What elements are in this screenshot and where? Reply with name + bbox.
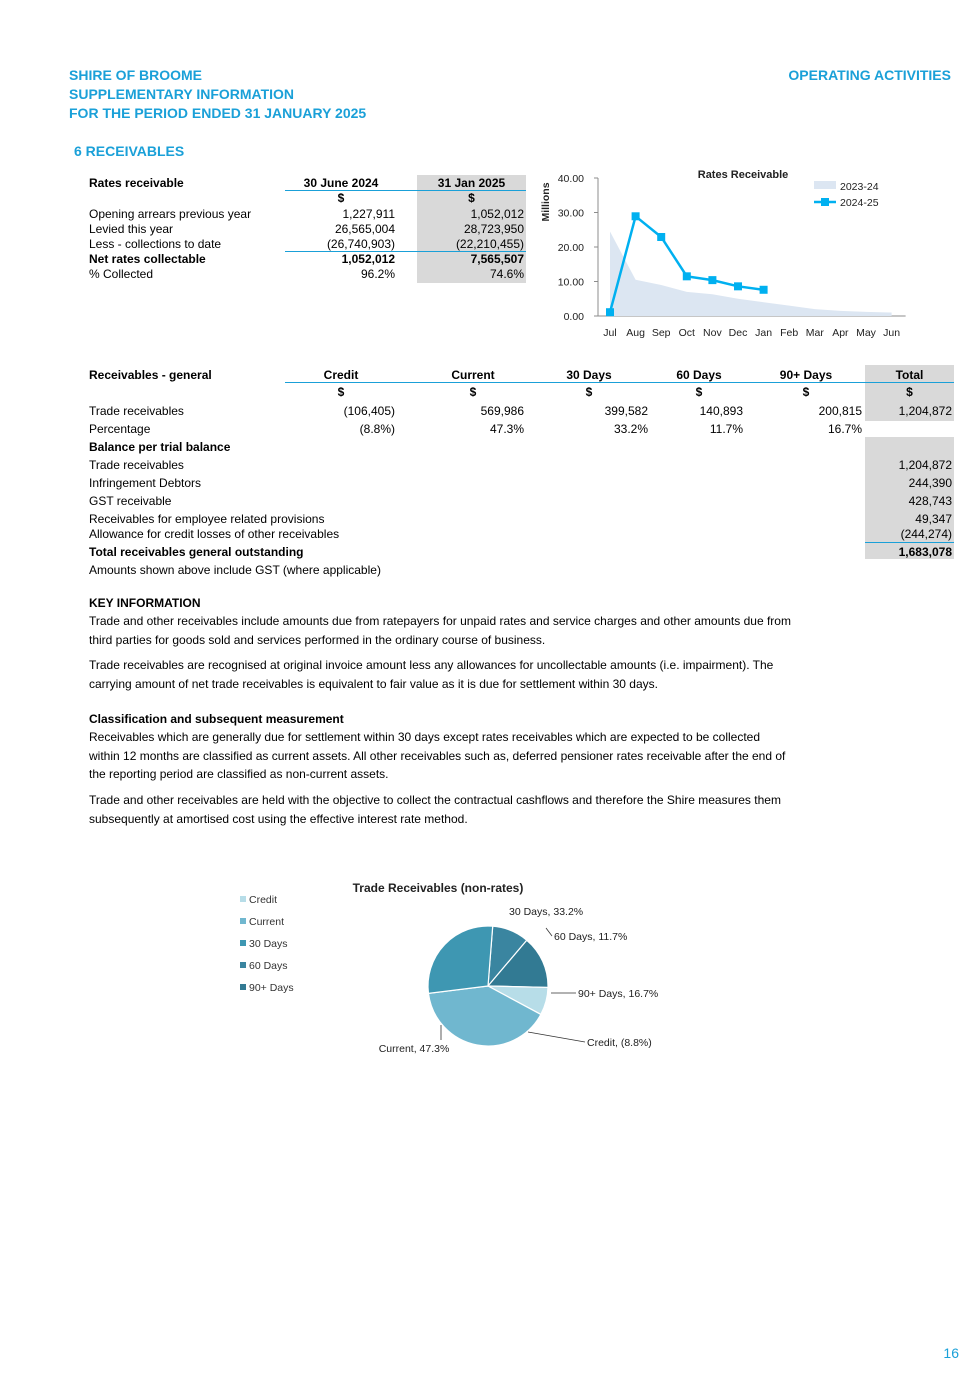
pct-current: 47.3% bbox=[489, 422, 524, 436]
section-tag: OPERATING ACTIVITIES bbox=[788, 67, 951, 83]
x-tick-label: Feb bbox=[780, 327, 799, 339]
y-tick-label: 30.00 bbox=[557, 207, 584, 220]
pie-title: Trade Receivables (non-rates) bbox=[352, 881, 524, 895]
pie-legend-label: 90+ Days bbox=[249, 982, 294, 994]
legend-marker-2024-25 bbox=[821, 198, 829, 206]
pct-30: 33.2% bbox=[613, 422, 648, 436]
trade-60: 140,893 bbox=[699, 404, 743, 418]
balance-row-value: (244,274) bbox=[900, 527, 952, 541]
rates-row-v1: (26,740,903) bbox=[326, 237, 395, 251]
rates-row-label: Net rates collectable bbox=[89, 252, 206, 266]
pie-legend-label: Current bbox=[249, 916, 285, 928]
series-2024-25-point bbox=[683, 272, 691, 280]
gst-note: Amounts shown above include GST (where applicable) bbox=[89, 563, 381, 577]
series-2023-24-area bbox=[610, 231, 892, 316]
series-2024-25-point bbox=[657, 233, 665, 241]
pie-legend-swatch bbox=[240, 984, 246, 990]
rates-col2-header: 31 Jan 2025 bbox=[437, 176, 506, 190]
page-number: 16 bbox=[943, 1345, 959, 1361]
total-label: Total receivables general outstanding bbox=[89, 545, 304, 559]
x-tick-label: Jul bbox=[603, 327, 617, 339]
rates-row-v2: (22,210,455) bbox=[455, 237, 524, 251]
rates-col1-header: 30 June 2024 bbox=[303, 176, 379, 190]
general-unit: $ bbox=[585, 385, 593, 399]
key-info-title: KEY INFORMATION bbox=[89, 596, 201, 610]
general-header-credit: Credit bbox=[323, 368, 359, 382]
key-info-p2: Trade receivables are recognised at original invoice amount less any allowances for uncollectable amounts (i.e. impairment). The carrying amount of net trade receivables is equivalent to fair value as it is due for settlement within 30 days. bbox=[89, 658, 774, 691]
general-header-30: 30 Days bbox=[566, 368, 612, 382]
pie-legend-swatch bbox=[240, 962, 246, 968]
series-2024-25-point bbox=[606, 308, 614, 316]
general-header-total: Total bbox=[895, 368, 924, 382]
general-header-90: 90+ Days bbox=[779, 368, 833, 382]
x-tick-label: Mar bbox=[805, 327, 824, 339]
pie-legend-label: 30 Days bbox=[249, 938, 288, 950]
general-unit: $ bbox=[695, 385, 703, 399]
balance-row-label: Infringement Debtors bbox=[89, 476, 202, 490]
general-unit: $ bbox=[906, 385, 913, 399]
trade-current: 569,986 bbox=[480, 404, 524, 418]
pie-legend-label: Credit bbox=[249, 894, 278, 906]
series-2024-25-point bbox=[708, 276, 716, 284]
x-tick-label: Oct bbox=[678, 327, 695, 339]
rates-row-v1: 96.2% bbox=[360, 267, 395, 281]
key-info-p4: Trade and other receivables are held with the objective to collect the contractual cashflows and therefore the Shire measures them subsequently at amortised cost using the effective interest rate method. bbox=[89, 793, 781, 826]
balance-row-value: 428,743 bbox=[908, 494, 952, 508]
x-tick-label: Sep bbox=[651, 327, 671, 339]
pie-leader-line bbox=[528, 1032, 585, 1042]
trade-credit: (106,405) bbox=[343, 404, 395, 418]
general-header-rule bbox=[285, 382, 954, 383]
x-tick-label: May bbox=[856, 327, 876, 339]
pct-60: 11.7% bbox=[709, 422, 743, 436]
x-tick-label: Dec bbox=[728, 327, 748, 339]
rates-row-v2: 28,723,950 bbox=[463, 222, 524, 236]
key-info-p1: Trade and other receivables include amounts due from ratepayers for unpaid rates and service charges and other amounts due from third parties for goods sold and services performed in the ordinary course of business. bbox=[89, 614, 791, 647]
balance-row-label: Receivables for employee related provisions bbox=[89, 512, 325, 526]
trade-90: 200,815 bbox=[818, 404, 862, 418]
balance-row-value: 244,390 bbox=[908, 476, 952, 490]
classification-title: Classification and subsequent measurement bbox=[89, 712, 344, 726]
general-header-current: Current bbox=[451, 368, 495, 382]
rates-row-label: Less - collections to date bbox=[89, 237, 222, 251]
total-value: 1,683,078 bbox=[898, 545, 952, 559]
pie-data-label: Current, 47.3% bbox=[378, 1043, 450, 1055]
y-tick-label: 10.00 bbox=[557, 276, 584, 289]
rates-row-label: % Collected bbox=[89, 267, 154, 281]
rates-row-v2: 74.6% bbox=[489, 267, 524, 281]
pie-legend-swatch bbox=[240, 918, 246, 924]
header-block bbox=[69, 66, 366, 123]
rates-row-label: Levied this year bbox=[89, 222, 174, 236]
pie-data-label: 30 Days, 33.2% bbox=[509, 906, 584, 918]
pie-slice-30-days bbox=[428, 926, 493, 993]
pct-row-label: Percentage bbox=[89, 422, 151, 436]
balance-row-label: Allowance for credit losses of other receivables bbox=[89, 527, 340, 541]
x-tick-label: Jan bbox=[755, 327, 773, 339]
trade-30: 399,582 bbox=[604, 404, 648, 418]
rates-row-v1: 1,227,911 bbox=[342, 207, 395, 221]
doc-subtitle: SUPPLEMENTARY INFORMATION bbox=[69, 86, 295, 102]
rates-unit-1: $ bbox=[337, 191, 345, 205]
y-axis-title: Millions bbox=[540, 182, 552, 222]
series-2024-25-point bbox=[632, 212, 640, 220]
pie-legend-swatch bbox=[240, 896, 246, 902]
x-tick-label: Jun bbox=[883, 327, 901, 339]
general-title: Receivables - general bbox=[89, 368, 212, 382]
legend-label-2023-24: 2023-24 bbox=[840, 181, 879, 193]
balance-row-value: 49,347 bbox=[915, 512, 952, 526]
rates-row-v2: 7,565,507 bbox=[470, 252, 524, 266]
doc-period: FOR THE PERIOD ENDED 31 JANUARY 2025 bbox=[69, 105, 367, 121]
balance-title: Balance per trial balance bbox=[89, 440, 231, 454]
rates-row-v2: 1,052,012 bbox=[470, 207, 524, 221]
general-unit: $ bbox=[337, 385, 345, 399]
y-tick-label: 40.00 bbox=[557, 173, 584, 185]
pie-legend-label: 60 Days bbox=[249, 960, 288, 972]
series-2024-25-point bbox=[760, 286, 768, 294]
rates-unit-2: $ bbox=[468, 191, 475, 205]
trade-receivables-pie-chart bbox=[230, 872, 710, 1062]
series-2024-25-point bbox=[734, 282, 742, 290]
x-tick-label: Nov bbox=[703, 327, 722, 339]
pie-data-label: 90+ Days, 16.7% bbox=[578, 988, 659, 1000]
y-tick-label: 20.00 bbox=[557, 242, 584, 254]
org-name: SHIRE OF BROOME bbox=[69, 67, 203, 83]
balance-row-label: Trade receivables bbox=[89, 458, 184, 472]
trade-row-label: Trade receivables bbox=[89, 404, 184, 418]
balance-row-label: GST receivable bbox=[89, 494, 172, 508]
rates-receivable-chart bbox=[530, 160, 910, 345]
pie-data-label: Credit, (8.8%) bbox=[587, 1037, 652, 1049]
rates-title: Rates receivable bbox=[89, 176, 184, 190]
section-title: 6 RECEIVABLES bbox=[74, 143, 185, 159]
pct-credit: (8.8%) bbox=[359, 422, 395, 436]
rates-row-v1: 1,052,012 bbox=[341, 252, 395, 266]
pie-leader-line bbox=[546, 928, 552, 936]
x-tick-label: Apr bbox=[832, 327, 849, 339]
rates-row-v1: 26,565,004 bbox=[334, 222, 395, 236]
legend-swatch-2023-24 bbox=[814, 181, 836, 189]
pie-data-label: 60 Days, 11.7% bbox=[554, 931, 628, 943]
key-info-p3: Receivables which are generally due for settlement within 30 days except rates receivables which are expected to be collected within 12 months are classified as current assets. All other receivables such as, deferred pensioner rates receivable after the end of the reporting period are classified as non-current assets. bbox=[89, 730, 786, 781]
legend-label-2024-25: 2024-25 bbox=[840, 197, 879, 209]
general-header-60: 60 Days bbox=[676, 368, 722, 382]
general-unit: $ bbox=[802, 385, 810, 399]
chart-title: Rates Receivable bbox=[697, 169, 789, 181]
balance-row-value: 1,204,872 bbox=[898, 458, 952, 472]
rates-row-label: Opening arrears previous year bbox=[89, 207, 252, 221]
total-rule bbox=[865, 542, 954, 543]
y-tick-label: 0.00 bbox=[563, 311, 584, 323]
pie-legend-swatch bbox=[240, 940, 246, 946]
pct-90: 16.7% bbox=[827, 422, 862, 436]
x-tick-label: Aug bbox=[626, 327, 645, 339]
trade-total: 1,204,872 bbox=[898, 404, 952, 418]
general-unit: $ bbox=[469, 385, 477, 399]
